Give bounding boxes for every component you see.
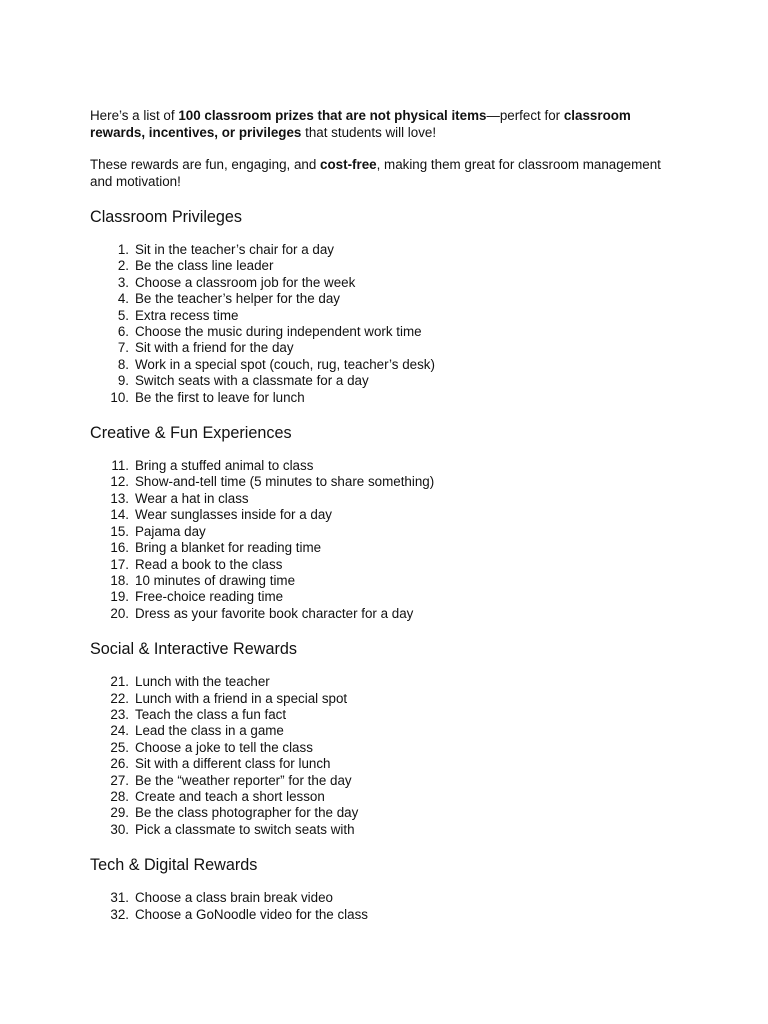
list-item-number-text: 20. bbox=[110, 605, 129, 621]
list-item-text: Pajama day bbox=[135, 523, 206, 539]
list-item-number bbox=[90, 507, 135, 523]
list-item-number-text: 30. bbox=[110, 821, 129, 837]
list-item-number bbox=[90, 756, 135, 772]
list-item bbox=[90, 890, 680, 906]
list-item-number-text: 12. bbox=[110, 474, 129, 490]
list-item-number-text: 22. bbox=[110, 690, 129, 706]
list-item-number bbox=[90, 606, 135, 622]
list-item-number-text: 9. bbox=[117, 373, 129, 389]
list-item-text: Be the class photographer for the day bbox=[135, 805, 359, 821]
text-run: —perfect for bbox=[486, 108, 564, 123]
sections-container bbox=[90, 207, 680, 923]
list-item-number-text: 13. bbox=[110, 490, 129, 506]
section bbox=[90, 207, 680, 406]
list-item-number-text: 17. bbox=[110, 556, 129, 572]
list-item-number bbox=[90, 822, 135, 838]
list-item-text: Choose a classroom job for the week bbox=[135, 274, 356, 290]
list-item bbox=[90, 740, 680, 756]
list-item-number bbox=[90, 740, 135, 756]
list-item bbox=[90, 390, 680, 406]
list-item-number bbox=[90, 474, 135, 490]
list-item-number-text: 15. bbox=[110, 523, 129, 539]
section-heading: Social & Interactive Rewards bbox=[90, 640, 297, 659]
list-item-number-text: 21. bbox=[110, 674, 129, 690]
list-item-number-text: 24. bbox=[110, 723, 129, 739]
list-item-number bbox=[90, 291, 135, 307]
list-item-text: Wear a hat in class bbox=[135, 490, 249, 506]
list-item bbox=[90, 573, 680, 589]
bold-text-run: 100 classroom prizes that are not physical items bbox=[178, 108, 487, 123]
list-item-number-text: 27. bbox=[110, 772, 129, 788]
section bbox=[90, 855, 680, 923]
list-item-number-text: 1. bbox=[117, 242, 129, 257]
list-item bbox=[90, 340, 680, 356]
intro-paragraph-1 bbox=[90, 107, 680, 141]
document-page bbox=[90, 107, 680, 923]
list-item-text: Be the “weather reporter” for the day bbox=[135, 772, 352, 788]
list-item-number bbox=[90, 524, 135, 540]
list-item bbox=[90, 773, 680, 789]
text-run: , making them great for classroom management and motivation! bbox=[90, 157, 661, 189]
list-item-number bbox=[90, 540, 135, 556]
bold-text-run: classroom rewards, incentives, or privileges bbox=[90, 108, 631, 140]
list-item bbox=[90, 507, 680, 523]
list-item bbox=[90, 674, 680, 690]
list-item-text: Show-and-tell time (5 minutes to share something) bbox=[135, 474, 435, 490]
list-item-text: Bring a blanket for reading time bbox=[135, 540, 322, 556]
list-item-number bbox=[90, 357, 135, 373]
list-item-number-text: 5. bbox=[117, 307, 129, 323]
text-run: Here’s a list of bbox=[90, 108, 179, 123]
list-item-text: Be the class line leader bbox=[135, 258, 274, 274]
list-item-text: Pick a classmate to switch seats with bbox=[135, 821, 355, 837]
list-item-number-text: 10. bbox=[110, 389, 129, 405]
list-item-text: Sit in the teacher’s chair for a day bbox=[135, 242, 334, 257]
list-item bbox=[90, 589, 680, 605]
list-item-number-text: 7. bbox=[117, 340, 129, 356]
list-item-text: Choose a joke to tell the class bbox=[135, 739, 313, 755]
list-item-text: Bring a stuffed animal to class bbox=[135, 458, 314, 474]
list-item-number bbox=[90, 805, 135, 821]
list-item bbox=[90, 491, 680, 507]
list-item-text: Lead the class in a game bbox=[135, 723, 284, 739]
list-item bbox=[90, 691, 680, 707]
text-run: that students will love! bbox=[301, 125, 437, 140]
list-item-text: 10 minutes of drawing time bbox=[135, 572, 296, 588]
intro-paragraph-2 bbox=[90, 156, 680, 190]
list-item-number bbox=[90, 258, 135, 274]
list-item bbox=[90, 805, 680, 821]
list-item-text: Work in a special spot (couch, rug, teacher’s desk) bbox=[135, 356, 435, 372]
list-item bbox=[90, 907, 680, 923]
list-item-text: Sit with a different class for lunch bbox=[135, 756, 331, 772]
list-item-number bbox=[90, 324, 135, 340]
list-item-text: Choose a class brain break video bbox=[135, 890, 333, 906]
list-item-text: Dress as your favorite book character for a day bbox=[135, 605, 414, 621]
list-item-text: Be the teacher’s helper for the day bbox=[135, 291, 340, 307]
list-item-number bbox=[90, 242, 135, 258]
list-item-number-text: 19. bbox=[110, 589, 129, 605]
list-item bbox=[90, 373, 680, 389]
list-item-text: Choose the music during independent work time bbox=[135, 324, 422, 340]
list-item-number bbox=[90, 723, 135, 739]
list-item-number-text: 2. bbox=[117, 258, 129, 274]
list-item-text: Create and teach a short lesson bbox=[135, 788, 325, 804]
list-item-text: Choose a GoNoodle video for the class bbox=[135, 906, 368, 922]
list-item bbox=[90, 756, 680, 772]
list-item bbox=[90, 275, 680, 291]
numbered-list bbox=[90, 890, 680, 923]
list-item-number-text: 3. bbox=[117, 274, 129, 290]
list-item bbox=[90, 707, 680, 723]
numbered-list bbox=[90, 242, 680, 406]
list-item bbox=[90, 242, 680, 258]
numbered-list bbox=[90, 458, 680, 622]
bold-text-run: cost-free bbox=[320, 157, 377, 172]
list-item bbox=[90, 822, 680, 838]
list-item bbox=[90, 540, 680, 556]
list-item bbox=[90, 258, 680, 274]
list-item bbox=[90, 324, 680, 340]
list-item-text: Read a book to the class bbox=[135, 556, 283, 572]
list-item-number-text: 23. bbox=[110, 706, 129, 722]
list-item bbox=[90, 606, 680, 622]
list-item-text: Be the first to leave for lunch bbox=[135, 389, 305, 405]
list-item-number bbox=[90, 674, 135, 690]
list-item-number-text: 8. bbox=[117, 356, 129, 372]
list-item-text: Free-choice reading time bbox=[135, 589, 284, 605]
list-item-number-text: 11. bbox=[111, 458, 129, 474]
list-item-text: Sit with a friend for the day bbox=[135, 340, 294, 356]
list-item-number bbox=[90, 557, 135, 573]
list-item-text: Wear sunglasses inside for a day bbox=[135, 507, 332, 523]
list-item-number bbox=[90, 275, 135, 291]
list-item bbox=[90, 524, 680, 540]
list-item-text: Extra recess time bbox=[135, 307, 239, 323]
list-item-text: Teach the class a fun fact bbox=[135, 706, 287, 722]
section-heading: Classroom Privileges bbox=[90, 208, 243, 226]
list-item-number bbox=[90, 907, 135, 923]
section bbox=[90, 639, 680, 838]
numbered-list bbox=[90, 674, 680, 838]
section bbox=[90, 423, 680, 622]
text-run: These rewards are fun, engaging, and bbox=[90, 157, 321, 172]
list-item-number bbox=[90, 373, 135, 389]
list-item-number-text: 29. bbox=[110, 805, 129, 821]
list-item-number bbox=[90, 890, 135, 906]
list-item-number-text: 18. bbox=[110, 572, 129, 588]
list-item-number bbox=[90, 691, 135, 707]
list-item-number-text: 31. bbox=[110, 890, 129, 906]
list-item bbox=[90, 357, 680, 373]
list-item-number bbox=[90, 707, 135, 723]
list-item-number bbox=[90, 573, 135, 589]
list-item-number-text: 6. bbox=[117, 324, 129, 340]
list-item-number-text: 26. bbox=[110, 756, 129, 772]
list-item bbox=[90, 308, 680, 324]
list-item bbox=[90, 474, 680, 490]
list-item-number-text: 28. bbox=[110, 788, 129, 804]
list-item-text: Lunch with a friend in a special spot bbox=[135, 690, 348, 706]
list-item bbox=[90, 723, 680, 739]
list-item-number bbox=[90, 340, 135, 356]
list-item-number-text: 4. bbox=[117, 291, 129, 307]
list-item-number-text: 16. bbox=[110, 540, 129, 556]
list-item-number bbox=[90, 458, 135, 474]
list-item-number-text: 25. bbox=[110, 739, 129, 755]
list-item-text: Switch seats with a classmate for a day bbox=[135, 373, 369, 389]
list-item-number bbox=[90, 589, 135, 605]
list-item bbox=[90, 557, 680, 573]
list-item-number bbox=[90, 773, 135, 789]
list-item-number bbox=[90, 491, 135, 507]
list-item bbox=[90, 789, 680, 805]
list-item bbox=[90, 291, 680, 307]
list-item-number bbox=[90, 308, 135, 324]
list-item-number bbox=[90, 390, 135, 406]
list-item-number-text: 14. bbox=[110, 507, 129, 523]
section-heading: Tech & Digital Rewards bbox=[90, 856, 258, 875]
list-item-number bbox=[90, 789, 135, 805]
section-heading: Creative & Fun Experiences bbox=[90, 424, 292, 443]
list-item-number-text: 32. bbox=[110, 906, 129, 922]
list-item-text: Lunch with the teacher bbox=[135, 674, 270, 690]
list-item bbox=[90, 458, 680, 474]
